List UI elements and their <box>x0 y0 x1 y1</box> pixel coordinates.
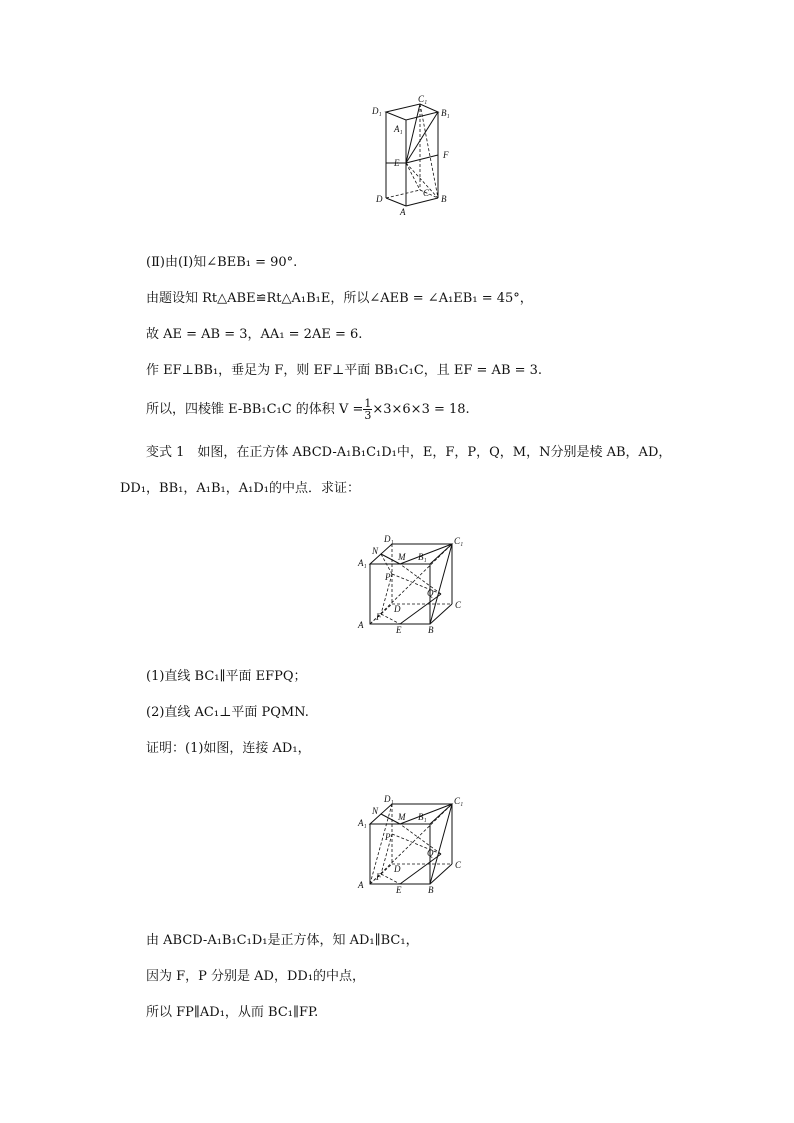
fig2-label-M: M <box>398 552 406 562</box>
text-line-3: 故 AE = AB = 3，AA₁ = 2AE = 6. <box>146 327 363 342</box>
fig2-label-D: D <box>394 604 401 614</box>
fig1-label-D: D <box>376 194 383 204</box>
text-line-8: (1)直线 BC₁∥平面 EFPQ； <box>146 669 307 684</box>
fig3-label-D: D <box>394 864 401 874</box>
fig2-label-P: P <box>385 572 391 582</box>
fraction-numerator: 1 <box>364 397 372 410</box>
fig3-label-F: F <box>376 872 382 882</box>
figure-prism <box>368 94 458 218</box>
text-line-6: 变式 1 如图，在正方体 ABCD-A₁B₁C₁D₁中，E，F，P，Q，M，N分别是棱 AB，AD， <box>146 445 672 460</box>
fig1-label-B1: B₁ <box>441 108 450 118</box>
fig2-label-F: F <box>376 612 382 622</box>
volume-text: 所以，四棱锥 E-BB₁C₁C 的体积 V = <box>146 402 364 417</box>
fig2-label-Q: Q <box>427 588 434 598</box>
fig1-label-D1: D₁ <box>372 106 382 116</box>
fraction <box>363 398 372 421</box>
fig3-label-P: P <box>385 832 391 842</box>
text-line-7: DD₁，BB₁，A₁B₁，A₁D₁的中点．求证： <box>120 481 360 496</box>
text-line-5 <box>146 398 470 421</box>
figure-cube-1 <box>352 532 472 638</box>
fig1-label-E: E <box>394 158 400 168</box>
fig2-label-E: E <box>396 625 402 635</box>
text-line-1: (Ⅱ)由(Ⅰ)知∠BEB₁ = 90°. <box>146 255 298 270</box>
fig3-label-D1: D₁ <box>384 794 394 804</box>
fig2-label-C1: C₁ <box>454 536 464 546</box>
text-line-12: 因为 F，P 分别是 AD，DD₁的中点， <box>146 969 366 984</box>
fig2-label-C: C <box>455 600 462 610</box>
text-line-9: (2)直线 AC₁⊥平面 PQMN. <box>146 705 309 720</box>
text-line-10: 证明：(1)如图，连接 AD₁， <box>146 741 311 756</box>
fig3-label-Q: Q <box>427 848 434 858</box>
fraction-denominator: 3 <box>364 409 372 422</box>
fig3-label-C: C <box>455 860 462 870</box>
text-line-2: 由题设知 Rt△ABE≌Rt△A₁B₁E，所以∠AEB = ∠A₁EB₁ = 45°， <box>146 291 533 306</box>
fig2-label-A: A <box>358 620 364 630</box>
fig3-label-E: E <box>396 885 402 895</box>
fig1-label-C1: C₁ <box>418 94 428 104</box>
fig3-label-N: N <box>372 806 379 816</box>
fig3-label-B: B <box>428 885 434 895</box>
text-line-4: 作 EF⊥BB₁，垂足为 F，则 EF⊥平面 BB₁C₁C，且 EF = AB = 3. <box>146 363 543 378</box>
fig1-label-B: B <box>441 194 447 204</box>
fig2-label-D1: D₁ <box>384 534 394 544</box>
fig3-label-A1: A₁ <box>358 818 367 828</box>
fig3-label-B1: B₁ <box>418 812 427 822</box>
fig3-label-A: A <box>358 880 364 890</box>
fig3-label-M: M <box>398 812 406 822</box>
volume-result: ×3×6×3 = 18. <box>372 402 470 417</box>
fig2-label-B: B <box>428 625 434 635</box>
fig1-label-C: C <box>423 188 430 198</box>
fig1-label-F: F <box>443 150 449 160</box>
text-line-13: 所以 FP∥AD₁，从而 BC₁∥FP. <box>146 1005 319 1020</box>
fig1-label-A1: A₁ <box>394 124 403 134</box>
text-line-11: 由 ABCD-A₁B₁C₁D₁是正方体，知 AD₁∥BC₁， <box>146 933 419 948</box>
fig2-label-A1: A₁ <box>358 558 367 568</box>
fig3-label-C1: C₁ <box>454 796 464 806</box>
fig2-label-N: N <box>372 546 379 556</box>
fig1-label-A: A <box>400 207 406 217</box>
figure-cube-2 <box>352 790 472 896</box>
fig2-label-B1: B₁ <box>418 552 427 562</box>
